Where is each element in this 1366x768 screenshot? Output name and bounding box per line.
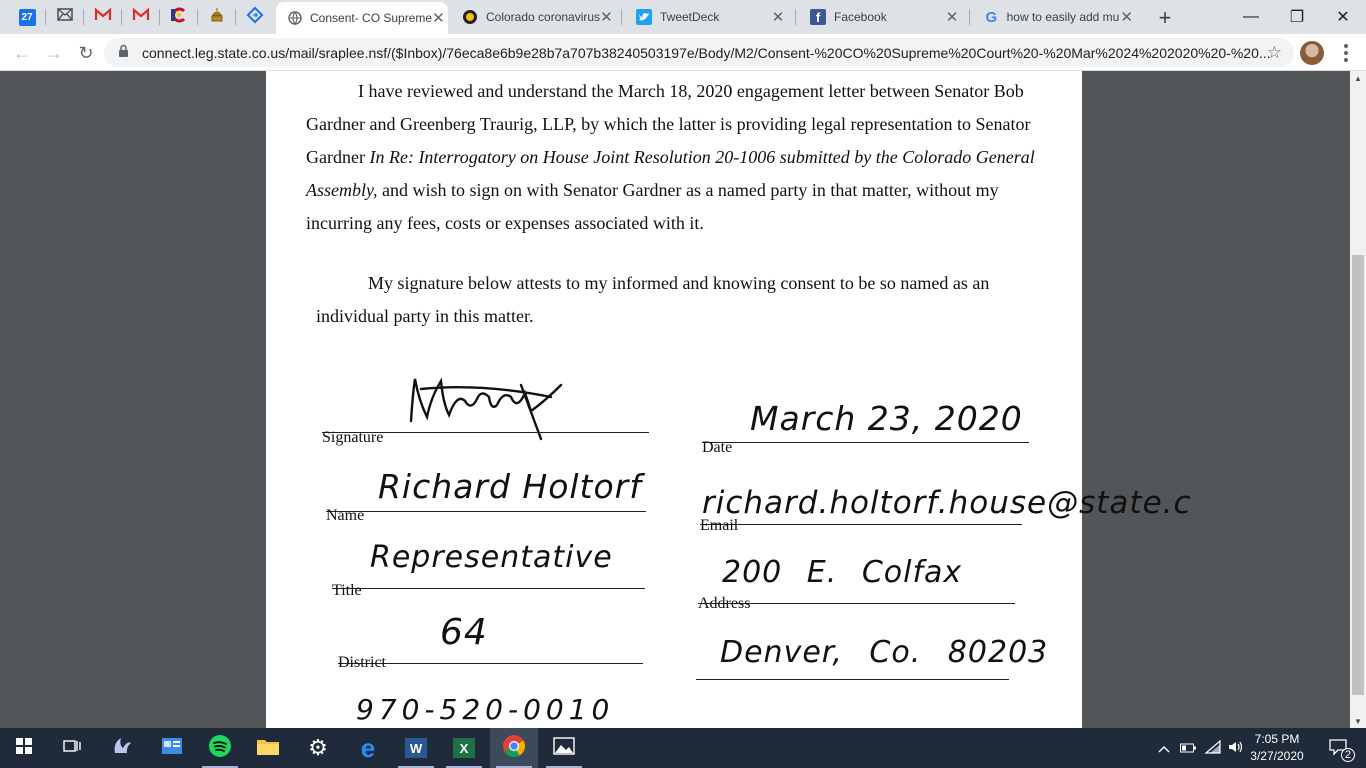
close-tab-icon[interactable]: ✕ [1120, 9, 1133, 26]
chevron-up-icon [1158, 741, 1170, 756]
gmail-icon [95, 8, 111, 26]
close-tab-icon[interactable]: ✕ [945, 9, 959, 26]
pinned-tab-capitol[interactable] [198, 0, 236, 34]
tab-title: Facebook [834, 10, 887, 24]
pinned-tab-calendar[interactable] [8, 0, 46, 34]
case-title: In Re: Interrogatory on House Joint Resolution 20-1006 submitted by the Colorado General Assembly, [306, 147, 1035, 200]
tab-title: how to easily add mu [1006, 10, 1120, 24]
new-tab-button[interactable]: + [1158, 5, 1172, 30]
paragraph-text: and wish to sign on with Senator Gardner as a named party in that matter, without my incurring any fees, costs or expenses associated with it. [306, 180, 999, 233]
windows-logo-icon [16, 738, 32, 759]
tab-title: TweetDeck [660, 10, 720, 24]
mail-icon [57, 8, 73, 26]
url-text[interactable]: connect.leg.state.co.us/mail/sraplee.nsf/($Inbox)/76eca8e6b9e28b7a707b38240503197e/Body/M2/Consent-%20CO%20Supreme%20Court%20-%20Mar%2024%202020%20-%20... [142, 44, 1271, 61]
tab-title: Colorado coronavirus [486, 10, 601, 24]
clock-date: 3/27/2020 [1250, 749, 1304, 763]
edge-icon: e [360, 732, 376, 763]
address-bar[interactable] [104, 38, 1294, 67]
attestation-paragraph [316, 267, 1036, 333]
pinned-tab-gmail-2[interactable] [122, 0, 160, 34]
taskbar-spotify[interactable] [196, 728, 244, 768]
chrome-icon [502, 734, 526, 763]
title-line [332, 588, 645, 589]
pinned-tab-gmail[interactable] [84, 0, 122, 34]
taskbar-photos[interactable] [540, 728, 588, 768]
windows-taskbar [0, 728, 1366, 768]
notification-count-badge: 2 [1341, 748, 1355, 762]
paragraph-text: I have reviewed and understand the March 18, 2020 engagement letter between Senator Bob Gardner and Greenberg Traurig, LLP, by which the latter is providing legal representation to Senator Gardner [306, 81, 1031, 167]
email-label: Email [700, 517, 739, 534]
excel-icon: X [453, 738, 475, 758]
clock-time: 7:05 PM [1254, 732, 1300, 746]
gmail-icon [133, 8, 149, 26]
profile-avatar[interactable] [1300, 41, 1324, 65]
back-button[interactable]: ← [13, 42, 31, 63]
district-label: District [338, 654, 386, 671]
facebook-icon: f [810, 9, 826, 25]
pinned-tab-mail[interactable] [46, 0, 84, 34]
district-value: 64 [440, 612, 488, 653]
taskbar-shell-app[interactable] [98, 728, 146, 768]
lock-icon[interactable] [118, 44, 130, 62]
spotify-icon [208, 734, 232, 763]
email-value: richard.holtorf.house@state.c [702, 485, 1192, 521]
consent-paragraph [306, 75, 1056, 240]
scroll-up-arrow-icon[interactable]: ▲ [1354, 73, 1362, 83]
notifications-icon [1329, 739, 1351, 761]
battery-icon [1180, 741, 1196, 756]
close-tab-icon[interactable]: ✕ [600, 9, 613, 26]
diamond-app-icon [246, 6, 264, 29]
name-label: Name [326, 507, 365, 524]
scrollbar-thumb[interactable] [1352, 255, 1364, 695]
browser-toolbar [0, 34, 1366, 71]
title-label: Title [332, 582, 362, 599]
action-center-button[interactable] [1318, 728, 1358, 768]
scroll-down-arrow-icon[interactable]: ▼ [1354, 716, 1362, 726]
globe-icon [288, 10, 302, 26]
date-label: Date [702, 439, 733, 456]
title-value: Representative [370, 540, 613, 575]
shell-icon [111, 735, 133, 762]
vertical-scrollbar[interactable] [1350, 71, 1366, 728]
close-tab-icon[interactable]: ✕ [432, 10, 445, 27]
word-icon: W [405, 738, 427, 758]
tab-consent[interactable] [276, 2, 448, 34]
tab-tweetdeck[interactable] [624, 0, 796, 34]
battery-tray[interactable] [1178, 728, 1198, 768]
city-state-zip-value: Denver, Co. 80203 [720, 635, 1049, 670]
phone-value: 970-520-0010 [356, 693, 615, 726]
email-line [700, 524, 1022, 525]
taskbar-chrome[interactable] [490, 728, 538, 768]
document-viewer [0, 71, 1350, 728]
close-tab-icon[interactable]: ✕ [771, 9, 785, 26]
taskbar-word[interactable] [392, 728, 440, 768]
forward-button[interactable]: → [45, 42, 63, 63]
tab-colorado-coronavirus[interactable] [450, 0, 622, 34]
start-button[interactable] [0, 728, 48, 768]
taskbar-excel[interactable] [440, 728, 488, 768]
taskbar-control-panel[interactable] [148, 728, 196, 768]
task-view-icon [63, 738, 81, 759]
calendar-icon: 27 [19, 9, 36, 26]
pinned-tab-app[interactable] [236, 0, 274, 34]
twitter-icon [636, 9, 652, 25]
bookmark-star-icon[interactable]: ☆ [1266, 43, 1282, 62]
taskbar-settings[interactable] [294, 728, 342, 768]
folder-icon [256, 736, 280, 761]
restore-button[interactable]: ❐ [1289, 9, 1305, 26]
capitol-icon [209, 7, 225, 28]
date-line [702, 442, 1029, 443]
paragraph-text: My signature below attests to my informed and knowing consent to be so named as an individual party in this matter. [316, 273, 990, 326]
tab-facebook[interactable] [798, 0, 970, 34]
address-label: Address [698, 595, 751, 612]
name-value: Richard Holtorf [378, 467, 642, 506]
signature-label: Signature [322, 429, 384, 446]
city-state-zip-line [696, 679, 1009, 680]
gear-icon: ⚙ [308, 735, 328, 760]
colorado-flag-icon [170, 8, 188, 27]
address-value: 200 E. Colfax [722, 555, 963, 590]
minimize-button[interactable]: — [1243, 8, 1259, 25]
photos-icon [553, 737, 575, 760]
google-icon: G [985, 8, 998, 26]
task-view-button[interactable] [48, 728, 96, 768]
document-page [266, 71, 1192, 731]
date-value: March 23, 2020 [750, 399, 1023, 438]
control-panel-icon [161, 737, 183, 760]
pinned-tab-colorado[interactable] [160, 0, 198, 34]
tab-strip [0, 0, 1366, 34]
menu-kebab-icon[interactable] [1336, 41, 1356, 65]
network-tray[interactable] [1202, 728, 1224, 768]
sun-icon [462, 9, 478, 25]
wifi-icon [1205, 740, 1221, 757]
system-clock[interactable] [1242, 731, 1312, 765]
close-window-button[interactable]: ✕ [1336, 9, 1350, 26]
show-hidden-icons-button[interactable] [1154, 728, 1174, 768]
taskbar-file-explorer[interactable] [244, 728, 292, 768]
name-line [326, 511, 646, 512]
reload-button[interactable]: ↻ [78, 42, 94, 63]
tab-google-search[interactable] [972, 0, 1144, 34]
taskbar-edge[interactable] [344, 728, 392, 768]
tab-title: Consent- CO Supreme [310, 11, 433, 25]
